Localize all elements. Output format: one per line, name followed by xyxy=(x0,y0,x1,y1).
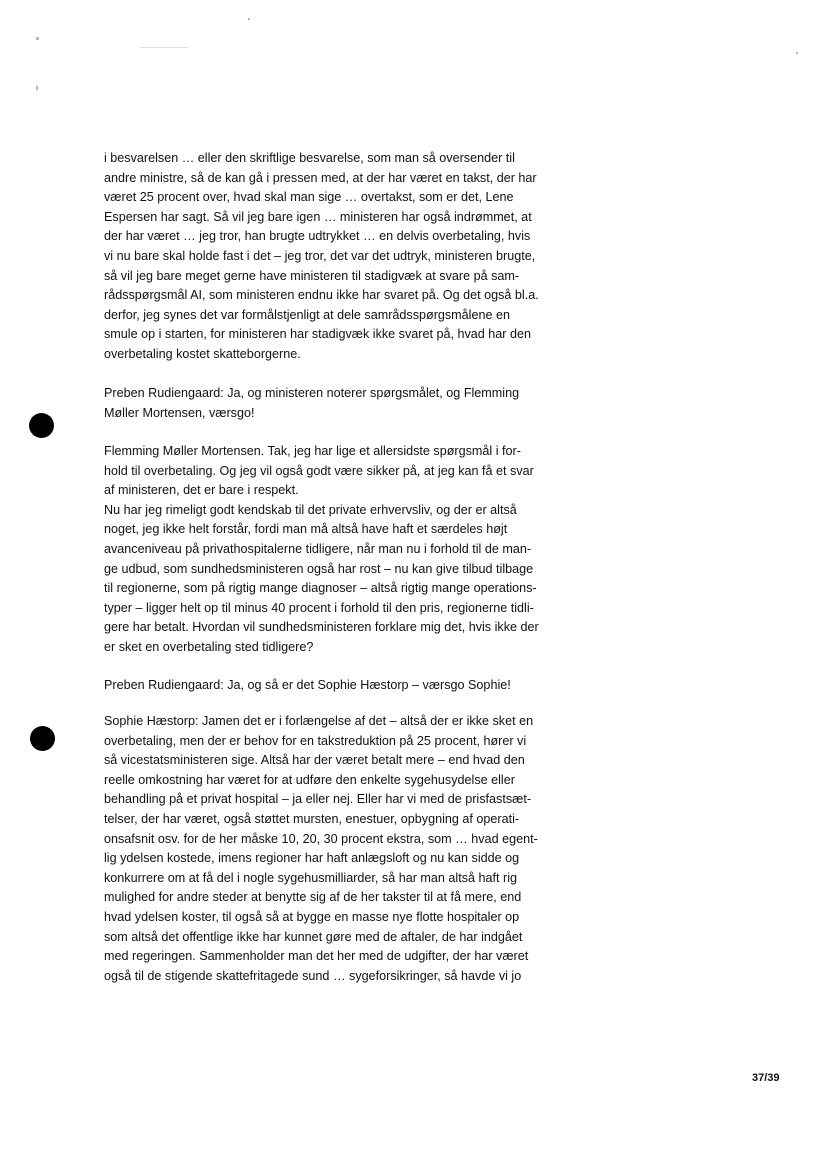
punch-hole-top xyxy=(29,413,54,438)
text-line: noget, jeg ikke helt forstår, fordi man må altså have haft et særdeles højt xyxy=(104,522,508,537)
text-line: rådsspørgsmål AI, som ministeren endnu ikke har svaret på. Og det også bl.a. xyxy=(104,288,539,303)
paragraph-3 xyxy=(104,442,704,658)
text-line: ge udbud, som sundhedsministeren også har rost – nu kan give tilbud tilbage xyxy=(104,561,534,576)
text-line: konkurrere om at få del i nogle sygehusmilliarder, så har man altså haft rig xyxy=(104,870,517,885)
text-line: overbetaling, men der er behov for en takstreduktion på 25 procent, hører vi xyxy=(104,733,527,748)
text-line: onsafsnit osv. for de her måske 10, 20, 30 procent ekstra, som … hvad egent- xyxy=(104,831,538,846)
text-line: derfor, jeg synes det var formålstjenligt at dele samrådsspørgsmålene en xyxy=(104,307,510,322)
scan-speck xyxy=(248,18,250,20)
text-line: hold til overbetaling. Og jeg vil også godt være sikker på, at jeg kan få et svar xyxy=(104,463,534,478)
text-line: så vil jeg bare meget gerne have ministeren til stadigvæk at svare på sam- xyxy=(104,268,520,283)
punch-hole-bottom xyxy=(30,726,55,751)
text-line: Flemming Møller Mortensen. Tak, jeg har lige et allersidste spørgsmål i for- xyxy=(104,444,521,458)
scan-speck xyxy=(140,47,188,48)
text-line: i besvarelsen … eller den skriftlige besvarelse, som man så oversender til xyxy=(104,151,515,165)
text-line: lig ydelsen kostede, imens regioner har haft anlægsloft og nu kan sidde og xyxy=(104,851,520,866)
text-line: smule op i starten, for ministeren har stadigvæk ikke svaret på, hvad har den xyxy=(104,327,531,342)
text-line: til regionerne, som på rigtig mange diagnoser – altså rigtig mange operations- xyxy=(104,581,537,596)
paragraph-1 xyxy=(104,149,704,365)
text-line: mulighed for andre steder at benytte sig af de her takster til at få mere, end xyxy=(104,890,522,905)
text-line: telser, der har været, også støttet mursten, enestuer, opbygning af operati- xyxy=(104,811,520,826)
text-line: reelle omkostning har været for at udføre den enkelte sygehusydelse eller xyxy=(104,772,515,787)
text-line: med regeringen. Sammenholder man det her med de udgifter, der har været xyxy=(104,949,529,964)
text-line: andre ministre, så de kan gå i pressen med, at der har været en takst, der har xyxy=(104,170,537,185)
text-line: som altså det offentlige ikke har kunnet gøre med de aftaler, de har indgået xyxy=(104,929,523,944)
text-line: gere har betalt. Hvordan vil sundhedsministeren forklare mig det, hvis ikke der xyxy=(104,620,539,635)
text-line: overbetaling kostet skatteborgerne. xyxy=(104,346,301,361)
text-line: Sophie Hæstorp: Jamen det er i forlængelse af det – altså der er ikke sket en xyxy=(104,714,534,728)
text-line: behandling på et privat hospital – ja eller nej. Eller har vi med de prisfastsæt- xyxy=(104,792,532,807)
text-line: Nu har jeg rimeligt godt kendskab til det private erhvervsliv, og der er altså xyxy=(104,502,517,517)
text-line: Preben Rudiengaard: Ja, og ministeren noterer spørgsmålet, og Flemming xyxy=(104,386,520,400)
text-line: er sket en overbetaling sted tidligere? xyxy=(104,639,314,654)
page-number: 37/39 xyxy=(752,1072,780,1084)
paragraph-2 xyxy=(104,384,704,423)
text-line: så vicestatsministeren sige. Altså har der været betalt mere – end hvad den xyxy=(104,753,525,768)
text-line: været 25 procent over, hvad skal man sige … overtakst, som er det, Lene xyxy=(104,190,514,205)
text-line: typer – ligger helt op til minus 40 procent i forhold til den pris, regionerne tidli- xyxy=(104,600,534,615)
text-line: der har været … jeg tror, han brugte udtrykket … en delvis overbetaling, hvis xyxy=(104,229,531,244)
text-line: af ministeren, det er bare i respekt. xyxy=(104,483,299,498)
text-line: vi nu bare skal holde fast i det – jeg tror, det var det udtryk, ministeren brugte, xyxy=(104,248,536,263)
text-line: også til de stigende skattefritagede sund … sygeforsikringer, så havde vi jo xyxy=(104,968,522,983)
scan-speck xyxy=(36,86,38,90)
text-line: Preben Rudiengaard: Ja, og så er det Sophie Hæstorp – værsgo Sophie! xyxy=(104,678,511,692)
text-line: hvad ydelsen koster, til også så at bygge en masse nye flotte hospitaler op xyxy=(104,909,520,924)
paragraph-5 xyxy=(104,712,704,986)
text-line: Espersen har sagt. Så vil jeg bare igen … ministeren har også indrømmet, at xyxy=(104,209,532,224)
scan-speck xyxy=(796,52,798,54)
paragraph-4 xyxy=(104,676,704,696)
scan-speck xyxy=(36,37,39,40)
text-line: Møller Mortensen, værsgo! xyxy=(104,405,255,420)
text-line: avanceniveau på privathospitalerne tidligere, når man nu i forhold til de man- xyxy=(104,541,532,556)
